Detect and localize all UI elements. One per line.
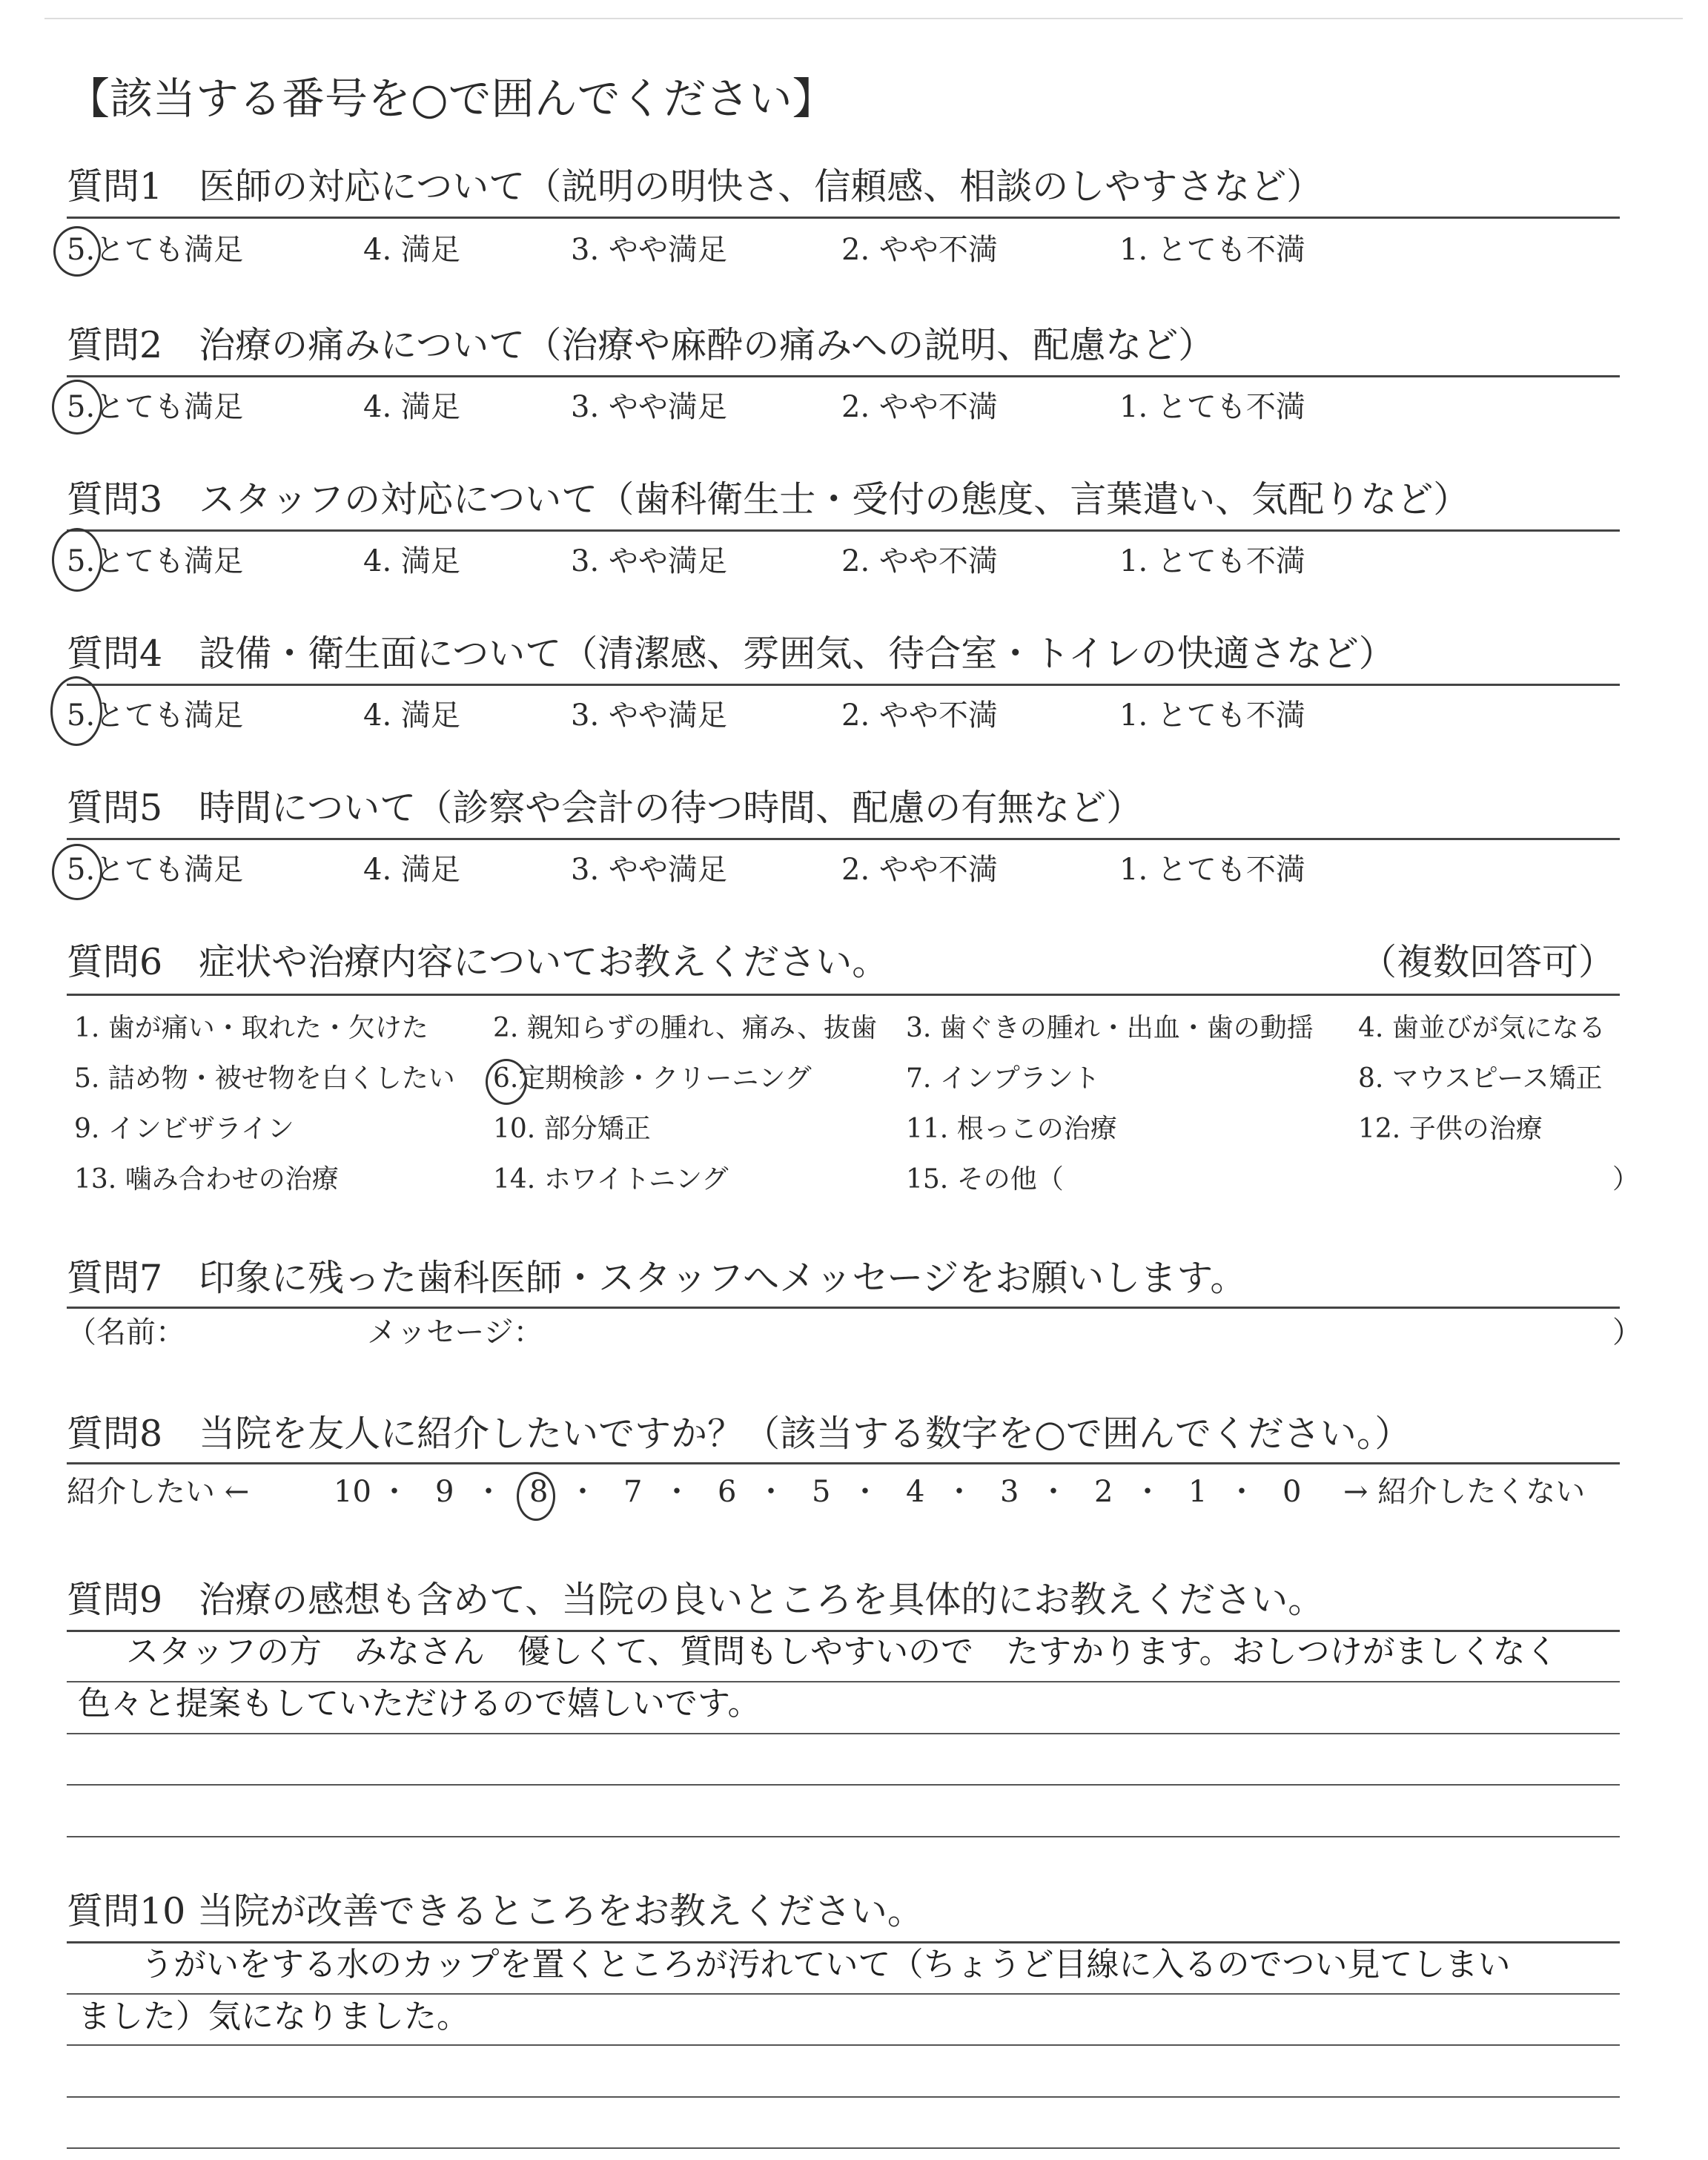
q5-option-3[interactable]: 3. やや満足 [571, 853, 727, 887]
q3-option-2[interactable]: 2. やや不満 [841, 544, 998, 578]
q8-scale-separator: ・ [756, 1475, 786, 1509]
q3-rule [67, 529, 1620, 532]
q6-item-4[interactable]: 4. 歯並びが気になる [1358, 1013, 1606, 1043]
q1-option-4[interactable]: 4. 満足 [363, 233, 460, 267]
q4-option-1[interactable]: 1. とても不満 [1119, 698, 1305, 733]
q6-item-15[interactable]: 15. その他（ [906, 1164, 1064, 1195]
q1-heading: 質問1 医師の対応について（説明の明快さ、信頼感、相談のしやすさなど） [67, 165, 1323, 208]
q4-heading: 質問4 設備・衛生面について（清潔感、雰囲気、待合室・トイレの快適さなど） [67, 633, 1395, 675]
q8-scale-4[interactable]: 4 [906, 1475, 925, 1509]
q3-selection-circle [52, 528, 102, 592]
q6-item-3[interactable]: 3. 歯ぐきの腫れ・出血・歯の動揺 [906, 1013, 1314, 1043]
q7-close-paren: ） [1612, 1315, 1642, 1350]
q8-scale-9[interactable]: 9 [435, 1475, 454, 1509]
q1-option-3[interactable]: 3. やや満足 [571, 233, 727, 267]
q9-answer-line-1[interactable]: スタッフの方 みなさん 優しくて、質問もしやすいので たすかります。おしつけがましくなく [126, 1633, 1558, 1671]
q8-selection-circle [517, 1472, 555, 1521]
q6-item-14[interactable]: 14. ホワイトニング [493, 1164, 729, 1195]
q6-item-5[interactable]: 5. 詰め物・被せ物を白くしたい [74, 1063, 455, 1094]
q2-heading: 質問2 治療の痛みについて（治療や麻酔の痛みへの説明、配慮など） [67, 324, 1215, 366]
q8-scale-separator: ・ [1227, 1475, 1257, 1509]
q9-rule-3 [67, 1784, 1620, 1786]
q4-option-3[interactable]: 3. やや満足 [571, 698, 727, 733]
q3-heading: 質問3 スタッフの対応について（歯科衛生士・受付の態度、言葉遣い、気配りなど） [67, 478, 1470, 521]
q5-option-5[interactable]: 5.とても満足 [67, 853, 244, 887]
q8-scale-separator: ・ [662, 1475, 692, 1509]
q5-option-4[interactable]: 4. 満足 [363, 853, 460, 887]
q10-rule-3 [67, 2096, 1620, 2098]
q4-option-2[interactable]: 2. やや不満 [841, 698, 998, 733]
q3-option-3[interactable]: 3. やや満足 [571, 544, 727, 578]
q6-item-9[interactable]: 9. インビザライン [74, 1114, 294, 1144]
q1-rule [67, 217, 1620, 219]
q7-rule [67, 1307, 1620, 1309]
q8-scale-separator: ・ [944, 1475, 974, 1509]
q7-heading: 質問7 印象に残った歯科医師・スタッフへメッセージをお願いします。 [67, 1257, 1247, 1299]
q4-selection-circle [50, 676, 102, 746]
q6-item-1[interactable]: 1. 歯が痛い・取れた・欠けた [74, 1013, 428, 1043]
q2-rule [67, 375, 1620, 377]
q10-answer-line-2[interactable]: ました）気になりました。 [78, 1998, 469, 2035]
q2-option-3[interactable]: 3. やや満足 [571, 390, 727, 424]
q6-item-2[interactable]: 2. 親知らずの腫れ、痛み、抜歯 [493, 1013, 878, 1043]
top-border [44, 18, 1683, 19]
q8-heading: 質問8 当院を友人に紹介したいですか？（該当する数字を○で囲んでください。） [67, 1413, 1411, 1455]
q8-scale-separator: ・ [474, 1475, 503, 1509]
q2-option-1[interactable]: 1. とても不満 [1119, 390, 1305, 424]
q5-heading: 質問5 時間について（診察や会計の待つ時間、配慮の有無など） [67, 787, 1143, 829]
q2-selection-circle [52, 380, 102, 435]
q2-option-4[interactable]: 4. 満足 [363, 390, 460, 424]
q8-scale-separator: ・ [568, 1475, 598, 1509]
q6-rule [67, 994, 1620, 996]
q4-rule [67, 684, 1620, 686]
q8-scale-8[interactable]: 8 [529, 1475, 549, 1509]
q3-option-1[interactable]: 1. とても不満 [1119, 544, 1305, 578]
q6-item-11[interactable]: 11. 根っこの治療 [906, 1114, 1117, 1144]
q8-scale-separator: ・ [380, 1475, 409, 1509]
q8-scale-10[interactable]: 10 [334, 1475, 371, 1509]
q5-rule [67, 838, 1620, 840]
q8-scale-2[interactable]: 2 [1094, 1475, 1113, 1509]
q10-heading: 質問10 当院が改善できるところをお教えください。 [67, 1890, 924, 1932]
q5-option-1[interactable]: 1. とても不満 [1119, 853, 1305, 887]
q8-right-label: → 紹介したくない [1343, 1475, 1586, 1509]
q8-scale-1[interactable]: 1 [1188, 1475, 1208, 1509]
q6-item-15-close: ） [1612, 1164, 1640, 1195]
q4-option-5[interactable]: 5.とても満足 [67, 698, 244, 733]
q8-rule [67, 1462, 1620, 1464]
q2-option-2[interactable]: 2. やや不満 [841, 390, 998, 424]
q2-option-5[interactable]: 5.とても満足 [67, 390, 244, 424]
q6-selection-circle [486, 1059, 527, 1105]
q10-rule-2 [67, 2044, 1620, 2046]
q5-selection-circle [52, 844, 102, 900]
q9-heading: 質問9 治療の感想も含めて、当院の良いところを具体的にお教えください。 [67, 1579, 1325, 1621]
q9-rule-4 [67, 1836, 1620, 1837]
q7-message-label: メッセージ： [367, 1315, 543, 1350]
q9-rule-2 [67, 1733, 1620, 1734]
q6-item-13[interactable]: 13. 噛み合わせの治療 [74, 1164, 339, 1195]
q10-answer-line-1[interactable]: うがいをする水のカップを置くところが汚れていて（ちょうど目線に入るのでつい見てしまい [141, 1946, 1511, 1984]
q6-item-10[interactable]: 10. 部分矯正 [493, 1114, 651, 1144]
q6-item-12[interactable]: 12. 子供の治療 [1358, 1114, 1543, 1144]
q5-option-2[interactable]: 2. やや不満 [841, 853, 998, 887]
q8-scale-7[interactable]: 7 [623, 1475, 643, 1509]
q8-scale-6[interactable]: 6 [718, 1475, 737, 1509]
q8-scale-separator: ・ [850, 1475, 880, 1509]
q1-option-2[interactable]: 2. やや不満 [841, 233, 998, 267]
q1-option-1[interactable]: 1. とても不満 [1119, 233, 1305, 267]
q8-scale-3[interactable]: 3 [1000, 1475, 1019, 1509]
q10-rule-4 [67, 2147, 1620, 2149]
q3-option-4[interactable]: 4. 満足 [363, 544, 460, 578]
q4-option-4[interactable]: 4. 満足 [363, 698, 460, 733]
q3-option-5[interactable]: 5.とても満足 [67, 544, 244, 578]
q1-option-5[interactable]: 5.とても満足 [67, 233, 244, 267]
q6-item-6[interactable]: 6.定期検診・クリーニング [493, 1063, 812, 1094]
q7-name-label: （名前： [67, 1315, 185, 1350]
q6-heading: 質問6 症状や治療内容についてお教えください。 [67, 941, 889, 983]
q8-scale-0[interactable]: 0 [1282, 1475, 1302, 1509]
q6-item-7[interactable]: 7. インプラント [906, 1063, 1100, 1094]
q1-selection-circle [53, 226, 101, 277]
q8-scale-separator: ・ [1133, 1475, 1162, 1509]
q6-note: （複数回答可） [1360, 941, 1615, 983]
q8-scale-separator: ・ [1039, 1475, 1068, 1509]
q8-scale-5[interactable]: 5 [812, 1475, 831, 1509]
q8-left-label: 紹介したい ← [67, 1475, 250, 1509]
q6-item-8[interactable]: 8. マウスピース矯正 [1358, 1063, 1603, 1094]
q9-answer-line-2[interactable]: 色々と提案もしていただけるので嬉しいです。 [78, 1685, 761, 1723]
page-title: 【該当する番号を○で囲んでください】 [67, 73, 835, 124]
